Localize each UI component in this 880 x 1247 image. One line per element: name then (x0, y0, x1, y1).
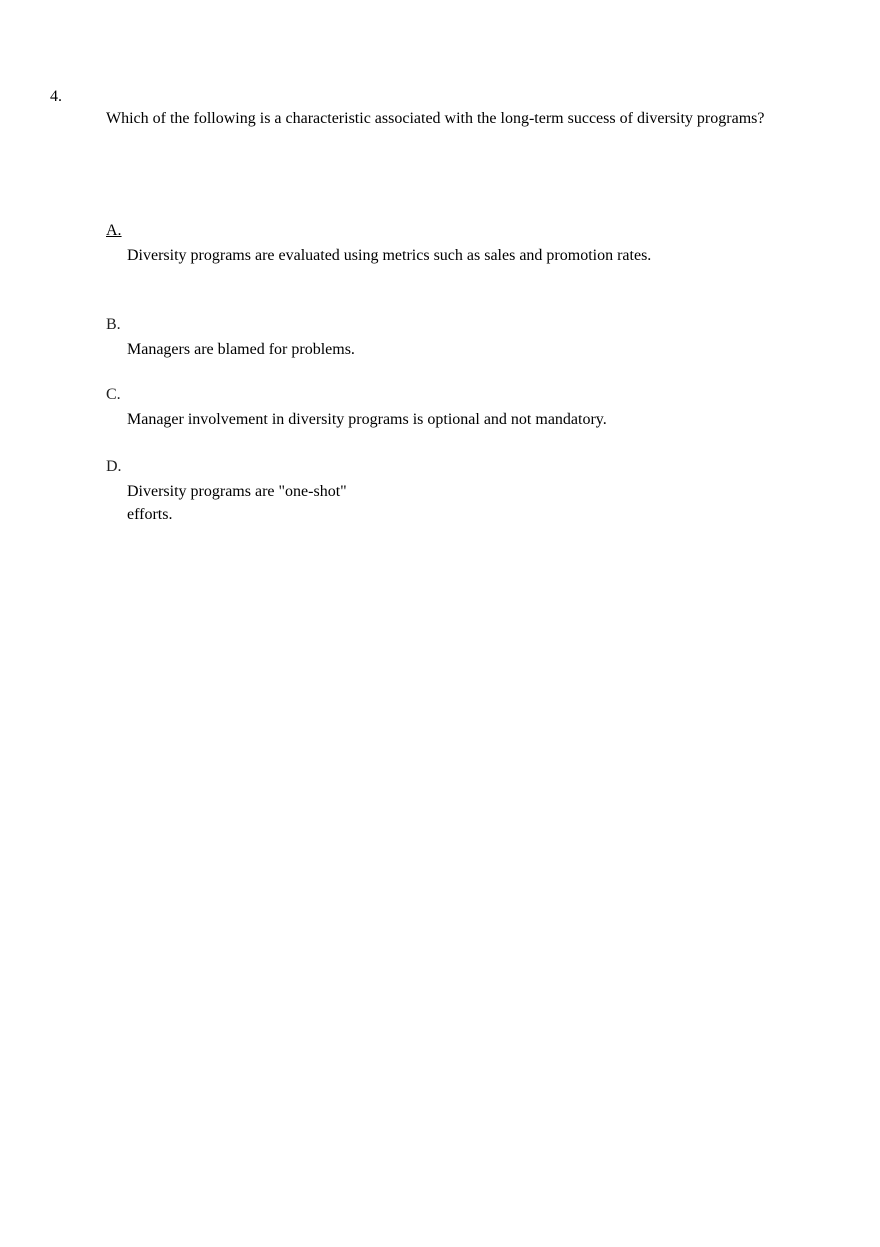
answer-option-d[interactable] (106, 457, 372, 526)
option-letter-c: C. (106, 386, 121, 403)
answer-option-a[interactable] (106, 221, 667, 267)
option-letter-b: B. (106, 316, 121, 333)
question-text: Which of the following is a characteristic associated with the long-term success of diversity programs? (106, 110, 765, 127)
answer-option-b[interactable] (106, 315, 355, 361)
option-letter-a: A. (106, 222, 122, 239)
answer-option-c[interactable] (106, 385, 607, 431)
option-text-b: Managers are blamed for problems. (127, 341, 355, 358)
option-text-c: Manager involvement in diversity programs is optional and not mandatory. (127, 411, 607, 428)
option-letter-d: D. (106, 458, 122, 475)
question-number: 4. (50, 88, 62, 105)
option-text-d: Diversity programs are "one-shot" efforts. (127, 483, 347, 523)
option-text-a: Diversity programs are evaluated using metrics such as sales and promotion rates. (127, 247, 652, 264)
